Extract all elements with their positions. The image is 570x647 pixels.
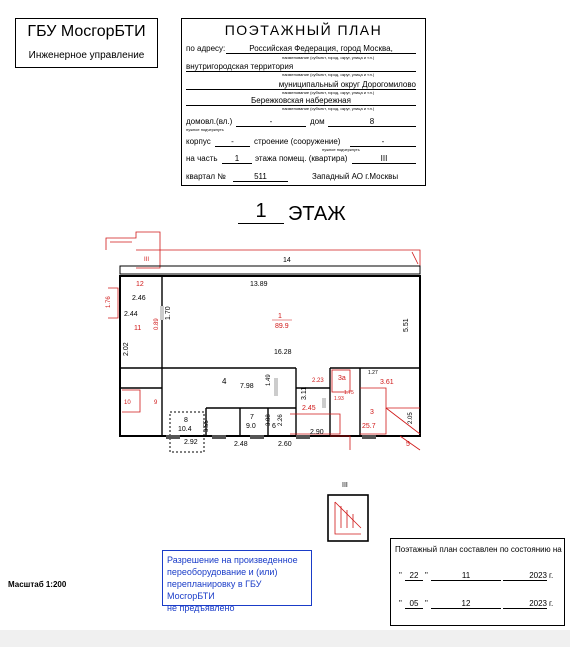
dim-2-46: 2.46 — [132, 295, 146, 302]
header-form — [181, 18, 426, 186]
org-box — [15, 18, 158, 68]
dim-2-92: 2.92 — [184, 439, 198, 446]
dim-1-27: 1.27 — [368, 370, 378, 376]
stroenie-hint: нужное подчеркнуть — [322, 147, 360, 152]
address-line-4: Бережковская набережная — [186, 96, 416, 106]
dim-2-45: 2.45 — [302, 405, 316, 412]
room-1-id: 1 — [278, 313, 282, 320]
corridor-label-14: 14 — [283, 257, 291, 264]
stair-detail — [327, 494, 369, 542]
kvartal-value: 511 — [233, 172, 288, 182]
dim-3-88: 3.88 — [266, 414, 272, 426]
dim-7-98: 7.98 — [240, 383, 254, 390]
dim-1-49: 1.49 — [266, 374, 272, 386]
dim-2-44: 2.44 — [124, 311, 138, 318]
page-title: ПОЭТАЖНЫЙ ПЛАН — [224, 22, 383, 38]
dim-2-02: 2.02 — [123, 342, 130, 356]
address-hint-2: наименование (субъект, город, округ, улица и т.п.) — [282, 72, 375, 77]
room-5-id: 5 — [406, 441, 410, 448]
address-hint-3: наименование (субъект, город, округ, улица и т.п.) — [282, 90, 375, 95]
org-title: ГБУ МосгорБТИ — [27, 23, 146, 40]
domovl-value: - — [236, 117, 306, 127]
address-line-2: внутригородская территория — [186, 62, 416, 72]
room-7-area: 9.0 — [246, 423, 256, 430]
scale-label: Масштаб 1:200 — [8, 580, 67, 589]
address-line-3: муниципальный округ Дорогомилово — [186, 80, 416, 90]
dom-label: дом — [310, 117, 325, 126]
room-3-area: 25.7 — [362, 423, 376, 430]
date1-day: 22 — [405, 571, 423, 581]
address-hint-4: наименование (субъект, город, округ, улица и т.п.) — [282, 106, 375, 111]
dim-2-60: 2.60 — [278, 441, 292, 448]
wall-strip-top — [120, 266, 420, 274]
interior-walls — [120, 276, 420, 436]
outer-walls — [120, 276, 420, 436]
stroenie-label: строение (сооружение) — [254, 137, 341, 146]
district-label: Западный АО г.Москвы — [312, 172, 399, 181]
red-room-label-iii: III — [144, 257, 150, 263]
domovl-hint: нужное подчеркнуть — [186, 127, 224, 132]
dim-5-51: 5.51 — [403, 318, 410, 332]
date2-day: 05 — [405, 599, 423, 609]
address-label: по адресу: — [186, 44, 226, 53]
dim-1-70: 1.70 — [165, 306, 172, 320]
notice-line-1: Разрешение на произведенное — [167, 555, 298, 565]
dim-1-76: 1.76 — [106, 296, 112, 308]
dim-2-48: 2.48 — [234, 441, 248, 448]
chast-value: 1 — [222, 154, 252, 164]
notice-line-2: переоборудование и (или) — [167, 567, 278, 577]
floor-plan — [100, 228, 440, 473]
etazh-value: III — [352, 154, 416, 164]
status-title: Поэтажный план составлен по состоянию на — [395, 545, 562, 554]
chast-label: на часть — [186, 154, 218, 163]
dim-16-28: 16.28 — [274, 349, 292, 356]
org-subtitle: Инженерное управление — [28, 50, 145, 61]
room-3-id: 3 — [370, 409, 374, 416]
red-top-outline — [106, 232, 420, 268]
notice-line-4: не предъявлено — [167, 603, 235, 613]
dim-2-90: 2.90 — [310, 429, 324, 436]
section-mark: III — [342, 482, 348, 489]
dim-1-75: 1.75 — [344, 390, 354, 396]
room-8-id: 8 — [184, 417, 188, 424]
dim-3-11: 3.11 — [301, 386, 308, 400]
dim-3-55: 3.55 — [204, 420, 210, 432]
floor-label: ЭТАЖ — [288, 203, 346, 225]
dim-13-89: 13.89 — [250, 281, 268, 288]
dim-2-26: 2.26 — [278, 414, 284, 426]
room-8-area: 10.4 — [178, 426, 192, 433]
dim-2-05: 2.05 — [408, 412, 414, 424]
page-footer-strip — [0, 630, 570, 647]
room-1-area: 89.9 — [275, 323, 289, 330]
floor-number: 1 — [238, 200, 284, 224]
status-box: Поэтажный план составлен по состоянию на " 22 " 11 2023 г. " 05 " 12 2023 г. — [390, 538, 565, 626]
notice-line-3: перепланировку в ГБУ МосгорБТИ — [167, 579, 262, 601]
date2-suffix: г. — [549, 599, 554, 608]
dim-3-61: 3.61 — [380, 379, 394, 386]
stroenie-value: - — [350, 137, 416, 147]
korpus-label: корпус — [186, 137, 211, 146]
date1-month: 11 — [431, 571, 501, 581]
room-6-id: 6 — [272, 423, 276, 430]
room-9-id: 9 — [154, 400, 158, 406]
etazh-label: этажа помещ. (квартира) — [255, 154, 348, 163]
dom-value: 8 — [328, 117, 416, 127]
date1-suffix: г. — [549, 571, 554, 580]
dim-2-23: 2.23 — [312, 378, 324, 384]
date2-year: 2023 — [503, 599, 547, 609]
permission-notice — [162, 550, 312, 613]
room-7-id: 7 — [250, 414, 254, 421]
address-line-1: Российская Федерация, город Москва, — [226, 44, 416, 54]
dim-0-89: 0.89 — [154, 318, 160, 330]
room-10-id: 10 — [124, 400, 131, 406]
date2-month: 12 — [431, 599, 501, 609]
date1-year: 2023 — [503, 571, 547, 581]
domovl-label: домовл.(вл.) — [186, 117, 233, 126]
dim-1-93: 1.93 — [334, 396, 344, 402]
kvartal-label: квартал № — [186, 172, 226, 181]
room-3a-id: 3а — [338, 375, 346, 382]
address-hint-1: наименование (субъект, город, округ, улица и т.п.) — [282, 55, 375, 60]
room-11-id: 11 — [134, 325, 142, 332]
room-4-id: 4 — [222, 377, 227, 386]
room-12-id: 12 — [136, 281, 144, 288]
korpus-value: - — [215, 137, 250, 147]
